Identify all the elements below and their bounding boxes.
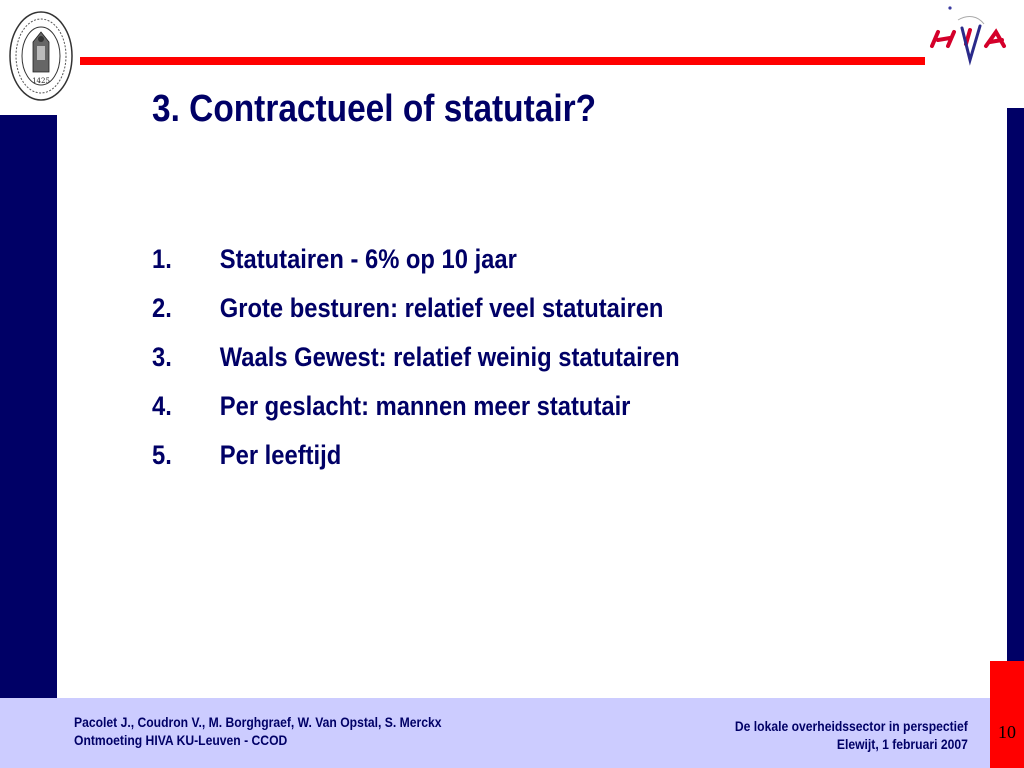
right-navy-bar — [1007, 108, 1024, 698]
list-item — [152, 384, 680, 433]
footer-event: Ontmoeting HIVA KU-Leuven - CCOD — [74, 733, 288, 748]
hiva-logo — [928, 2, 1020, 68]
list-item-number: 1. — [152, 244, 172, 274]
list-item-text: Waals Gewest: relatief weinig statutairen — [219, 342, 680, 372]
page-number: 10 — [998, 722, 1016, 742]
left-navy-bar — [0, 115, 57, 698]
footer-right — [735, 718, 968, 754]
page-number-box — [990, 661, 1024, 768]
list-item-number: 4. — [152, 391, 172, 421]
footer-left — [74, 714, 442, 750]
svg-text:1425: 1425 — [32, 77, 50, 85]
slide-title: 3. Contractueel of statutair? — [152, 88, 597, 130]
list-item-number: 5. — [152, 440, 172, 470]
footer-place-date: Elewijt, 1 februari 2007 — [836, 737, 968, 752]
list-item — [152, 286, 680, 335]
header-red-rule — [80, 57, 925, 65]
bullet-list — [152, 237, 680, 482]
footer-authors: Pacolet J., Coudron V., M. Borghgraef, W. Van Opstal, S. Merckx — [74, 715, 442, 730]
footer-presentation-title: De lokale overheidssector in perspectief — [735, 719, 968, 734]
list-item — [152, 335, 680, 384]
list-item-text: Grote besturen: relatief veel statutairen — [219, 293, 664, 323]
list-item — [152, 433, 680, 482]
kuleuven-seal-logo — [8, 10, 74, 102]
list-item-text: Per leeftijd — [219, 440, 342, 470]
list-item-number: 2. — [152, 293, 172, 323]
list-item-text: Statutairen - 6% op 10 jaar — [219, 244, 517, 274]
list-item-text: Per geslacht: mannen meer statutair — [219, 391, 631, 421]
list-item-number: 3. — [152, 342, 172, 372]
list-item — [152, 237, 680, 286]
